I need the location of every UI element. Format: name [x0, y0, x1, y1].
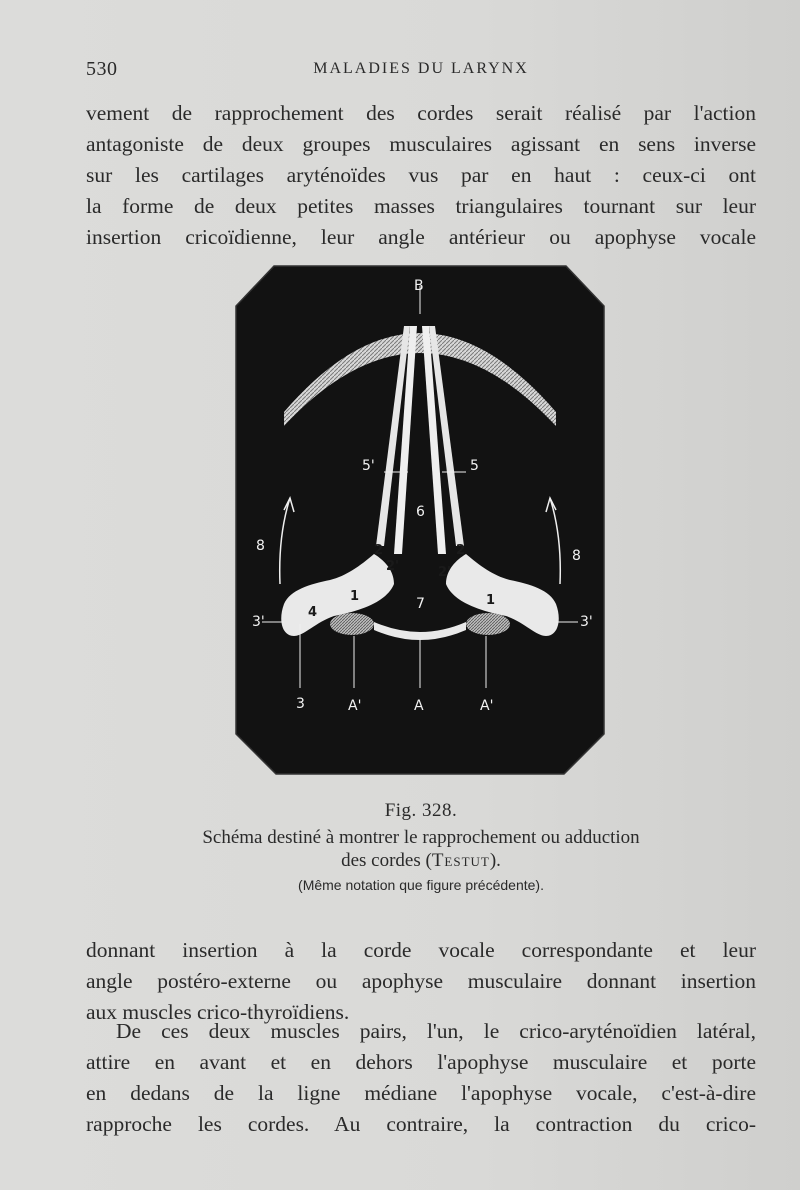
text-line: angle postéro-externe ou apophyse musculaire donnant insertion [86, 969, 756, 993]
label-6: 6 [416, 504, 425, 520]
paragraph-bottom [86, 935, 756, 1028]
page-header [86, 58, 756, 84]
text-line: la forme de deux petites masses triangulaires tournant sur leur [86, 194, 756, 218]
facet-right [466, 613, 510, 635]
label-2-left: 2 [374, 543, 384, 558]
text-line: vement de rapprochement des cordes serait réalisé par l'action [86, 101, 756, 125]
label-3: 3 [296, 696, 305, 712]
text-line: rapproche les cordes. Au contraire, la contraction du crico- [86, 1112, 756, 1136]
text-line: insertion cricoïdienne, leur angle antérieur ou apophyse vocale [86, 225, 756, 249]
label-2prime-left: 2' [386, 559, 400, 574]
figure-caption [86, 826, 756, 872]
facet-left [330, 613, 374, 635]
figure-328 [234, 264, 606, 776]
label-1-left: 1 [350, 589, 360, 604]
caption-line-1: Schéma destiné à montrer le rapprochement ou adduction [202, 827, 640, 848]
text-line: attire en avant et en dehors l'apophyse musculaire et porte [86, 1050, 756, 1074]
label-2prime-right: 2' [438, 565, 452, 580]
label-3prime-right: 3' [580, 614, 593, 630]
text-line: donnant insertion à la corde vocale correspondante et leur [86, 938, 756, 962]
caption-line-2 [86, 849, 756, 872]
paragraph-last [86, 1016, 756, 1140]
label-5prime: 5' [362, 458, 375, 474]
label-2-right: 2 [456, 543, 466, 558]
label-7: 7 [416, 596, 425, 612]
paragraph-top [86, 98, 756, 253]
label-Aprime-right: A' [480, 698, 494, 714]
larynx-diagram [234, 264, 606, 776]
text-line: aux muscles crico-thyroïdiens. [86, 1000, 350, 1024]
caption-author: Testut [431, 850, 490, 871]
label-Aprime-left: A' [348, 698, 362, 714]
text-line: De ces deux muscles pairs, l'un, le crico-aryténoïdien latéral, [116, 1019, 756, 1043]
label-8-left: 8 [256, 538, 265, 554]
label-3prime-left: 3' [252, 614, 265, 630]
label-1-right: 1 [486, 593, 496, 608]
caption-line-2-start: des cordes ( [341, 850, 432, 871]
text-line: antagoniste de deux groupes musculaires agissant en sens inverse [86, 132, 756, 156]
text-line: en dedans de la ligne médiane l'apophyse vocale, c'est-à-dire [86, 1081, 756, 1105]
running-head: MALADIES DU LARYNX [313, 60, 529, 77]
label-5: 5 [470, 458, 479, 474]
label-8-right: 8 [572, 548, 581, 564]
label-A: A [414, 698, 424, 714]
figure-number: Fig. 328. [384, 800, 458, 821]
label-B: B [414, 278, 424, 294]
page-number: 530 [86, 58, 118, 80]
label-4: 4 [308, 605, 318, 620]
caption-line-2-end: ). [489, 850, 501, 871]
text-line: sur les cartilages aryténoïdes vus par en haut : ceux-ci ont [86, 163, 756, 187]
figure-note: (Même notation que figure précédente). [298, 877, 544, 893]
